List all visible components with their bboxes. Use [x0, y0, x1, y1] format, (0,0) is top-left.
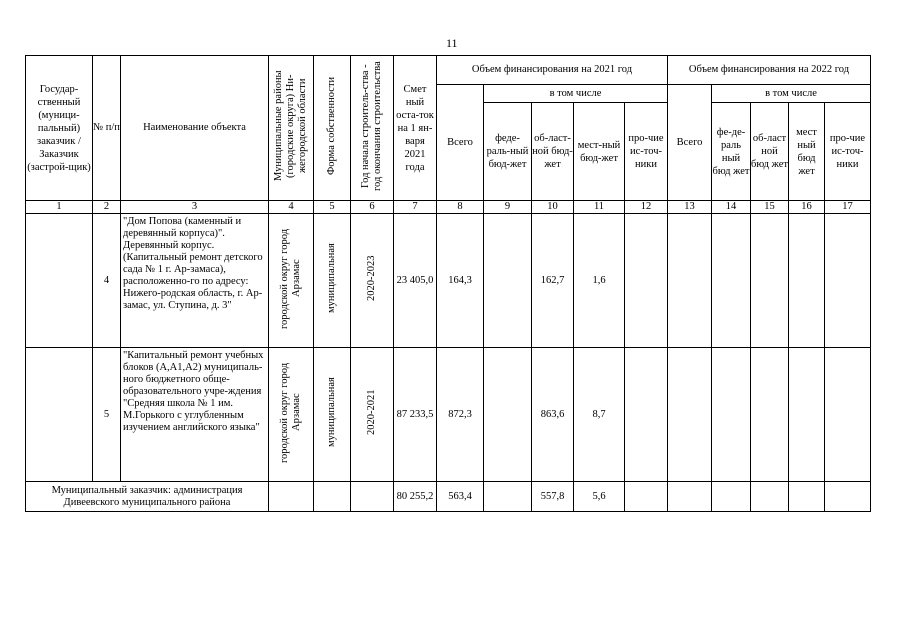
col-number: 1 — [26, 201, 93, 214]
table-row — [26, 348, 871, 482]
header-other-2021: про-чие ис-точ-ники — [625, 103, 668, 201]
row-regional-2021: 162,7 — [532, 214, 574, 348]
row-district-cell — [269, 348, 314, 482]
row-other-2022 — [825, 348, 871, 482]
header-row-1 — [26, 56, 871, 85]
header-regional-2022: об-ласт ной бюд жет — [751, 103, 789, 201]
header-other-2022: про-чие ис-точ-ники — [825, 103, 871, 201]
summary-other-2022 — [825, 482, 871, 512]
col-number: 10 — [532, 201, 574, 214]
summary-federal-2021 — [484, 482, 532, 512]
row-total-2022 — [668, 348, 712, 482]
summary-federal-2022 — [712, 482, 751, 512]
row-ownership-cell — [314, 214, 351, 348]
summary-regional-2022 — [751, 482, 789, 512]
row-estimate: 87 233,5 — [394, 348, 437, 482]
table-row — [26, 214, 871, 348]
header-years-cell — [351, 56, 394, 201]
row-total-2021: 872,3 — [437, 348, 484, 482]
column-number-row — [26, 201, 871, 214]
header-district-cell — [269, 56, 314, 201]
header-local-2021: мест-ный бюд-жет — [574, 103, 625, 201]
header-ownership: Форма собственности — [326, 76, 337, 176]
row-district-cell — [269, 214, 314, 348]
col-number: 17 — [825, 201, 871, 214]
summary-estimate: 80 255,2 — [394, 482, 437, 512]
header-including-2022: в том числе — [712, 85, 871, 103]
row-customer — [26, 348, 93, 482]
row-local-2021: 1,6 — [574, 214, 625, 348]
header-local-2022: мест ный бюд жет — [789, 103, 825, 201]
row-federal-2021 — [484, 214, 532, 348]
col-number: 16 — [789, 201, 825, 214]
col-number: 11 — [574, 201, 625, 214]
col-number: 6 — [351, 201, 394, 214]
col-number: 15 — [751, 201, 789, 214]
row-object-name: "Дом Попова (каменный и деревянный корпуса)". Деревянный корпус. (Капитальный ремонт детского сада № 1 г. Ар-замаса), расположенно-го по адресу: Нижего-родская область, г. Ар-замас, ул. Ступина, д. 3" — [121, 214, 269, 348]
row-years-cell — [351, 348, 394, 482]
row-years: 2020-2023 — [366, 255, 377, 302]
row-local-2022 — [789, 348, 825, 482]
row-ownership: муниципальная — [326, 377, 337, 448]
summary-label: Муниципальный заказчик: администрация Дивеевского муниципального района — [26, 482, 269, 512]
summary-other-2021 — [625, 482, 668, 512]
row-federal-2021 — [484, 348, 532, 482]
row-ownership-cell — [314, 348, 351, 482]
row-other-2021 — [625, 214, 668, 348]
header-num: № п/п — [93, 56, 121, 201]
summary-row — [26, 482, 871, 512]
row-federal-2022 — [712, 214, 751, 348]
header-federal-2021: феде-раль-ный бюд-жет — [484, 103, 532, 201]
row-object-name: "Капитальный ремонт учебных блоков (А,А1,А2) муниципаль-ного бюджетного обще-образовательного учре-ждения "Средняя школа № 1 им. М.Горького с углубленным изучением английского языка" — [121, 348, 269, 482]
header-federal-2022: фе-де-раль ный бюд жет — [712, 103, 751, 201]
row-regional-2022 — [751, 348, 789, 482]
header-total-2022: Всего — [668, 85, 712, 201]
summary-local-2022 — [789, 482, 825, 512]
summary-empty — [351, 482, 394, 512]
header-district: Муниципальные районы (городские округа) Ни-жегородской области — [273, 70, 308, 182]
row-ownership: муниципальная — [326, 243, 337, 314]
header-ownership-cell — [314, 56, 351, 201]
col-number: 7 — [394, 201, 437, 214]
row-federal-2022 — [712, 348, 751, 482]
summary-local-2021: 5,6 — [574, 482, 625, 512]
col-number: 14 — [712, 201, 751, 214]
row-num: 4 — [93, 214, 121, 348]
row-other-2022 — [825, 214, 871, 348]
summary-empty — [269, 482, 314, 512]
financing-table — [25, 55, 871, 512]
row-num: 5 — [93, 348, 121, 482]
header-regional-2021: об-ласт-ной бюд-жет — [532, 103, 574, 201]
header-fin-2022: Объем финансирования на 2022 год — [668, 56, 871, 85]
row-regional-2021: 863,6 — [532, 348, 574, 482]
page-number: 11 — [446, 36, 458, 50]
row-total-2021: 164,3 — [437, 214, 484, 348]
row-local-2021: 8,7 — [574, 348, 625, 482]
header-estimate: Смет ный оста-ток на 1 ян-варя 2021 года — [394, 56, 437, 201]
row-estimate: 23 405,0 — [394, 214, 437, 348]
header-years: Год начала строитель-ства - год окончания строительства — [360, 61, 383, 191]
row-other-2021 — [625, 348, 668, 482]
row-customer — [26, 214, 93, 348]
row-years-cell — [351, 214, 394, 348]
row-local-2022 — [789, 214, 825, 348]
col-number: 8 — [437, 201, 484, 214]
header-including-2021: в том числе — [484, 85, 668, 103]
col-number: 2 — [93, 201, 121, 214]
col-number: 3 — [121, 201, 269, 214]
summary-total-2022 — [668, 482, 712, 512]
row-total-2022 — [668, 214, 712, 348]
header-fin-2021: Объем финансирования на 2021 год — [437, 56, 668, 85]
summary-empty — [314, 482, 351, 512]
header-total-2021: Всего — [437, 85, 484, 201]
col-number: 9 — [484, 201, 532, 214]
row-district: городской округ город Арзамас — [279, 228, 302, 329]
row-district: городской округ город Арзамас — [279, 362, 302, 463]
row-years: 2020-2021 — [366, 389, 377, 436]
col-number: 5 — [314, 201, 351, 214]
col-number: 4 — [269, 201, 314, 214]
summary-regional-2021: 557,8 — [532, 482, 574, 512]
col-number: 12 — [625, 201, 668, 214]
header-customer: Государ-ственный (муници-пальный) заказчик / Заказчик (застрой-щик) — [26, 56, 93, 201]
summary-total-2021: 563,4 — [437, 482, 484, 512]
header-object-name: Наименование объекта — [121, 56, 269, 201]
row-regional-2022 — [751, 214, 789, 348]
col-number: 13 — [668, 201, 712, 214]
